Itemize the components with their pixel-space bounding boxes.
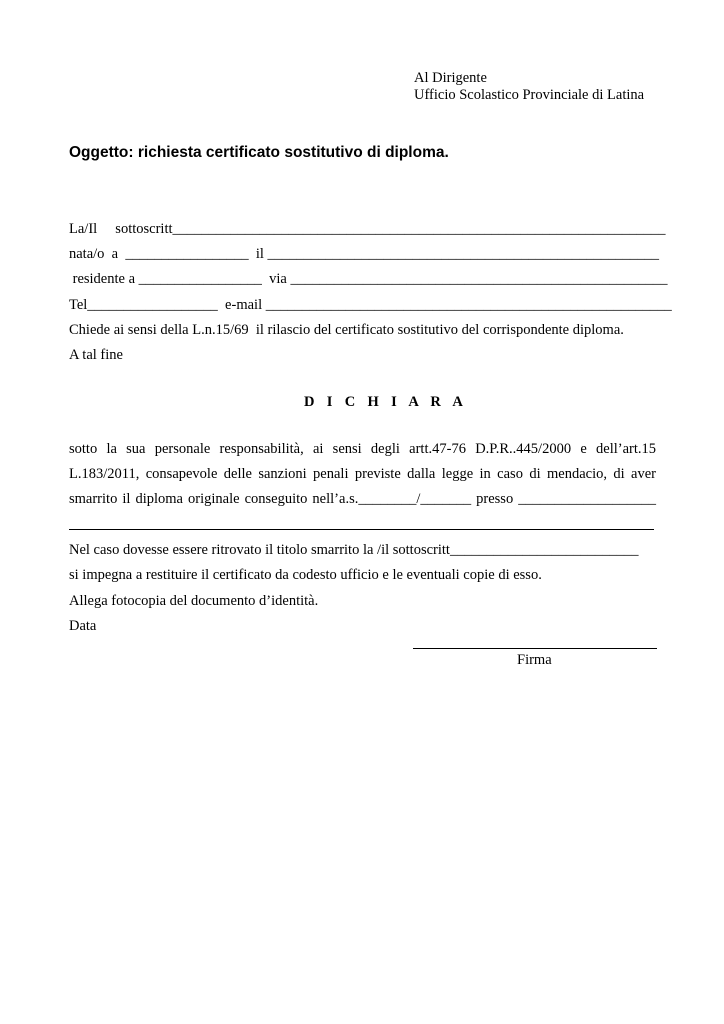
declaration-line-3: smarrito il diploma originale conseguito nell’a.s.________/_______ presso ___________________ xyxy=(69,491,656,507)
request-text: Chiede ai sensi della L.n.15/69 il rilascio del certificato sostitutivo del corrispondente diploma. xyxy=(69,322,624,338)
attachment-text: Allega fotocopia del documento d’identità. xyxy=(69,593,319,609)
declaration-line-2: L.183/2011, consapevole delle sanzioni penali previste dalla legge in caso di mendacio, di aver xyxy=(69,466,656,482)
blank-line-rule xyxy=(69,529,654,530)
field-residence: residente a _________________ via ____________________________________________________ xyxy=(69,271,668,287)
commitment-line-2: si impegna a restituire il certificato da codesto ufficio e le eventuali copie di esso. xyxy=(69,567,542,583)
subject-heading: Oggetto: richiesta certificato sostitutivo di diploma. xyxy=(69,144,449,161)
field-contacts: Tel__________________ e-mail ________________________________________________________ xyxy=(69,297,672,313)
field-birth: nata/o a _________________ il ______________________________________________________ xyxy=(69,246,660,262)
signature-label: Firma xyxy=(517,652,552,668)
recipient-line-1: Al Dirigente xyxy=(414,70,487,86)
purpose-text: A tal fine xyxy=(69,347,123,363)
date-label: Data xyxy=(69,618,97,634)
signature-line xyxy=(413,648,657,649)
declares-heading: D I C H I A R A xyxy=(304,394,468,410)
commitment-line-1: Nel caso dovesse essere ritrovato il titolo smarrito la /il sottoscritt__________________________ xyxy=(69,542,639,558)
declaration-line-1: sotto la sua personale responsabilità, ai sensi degli artt.47-76 D.P.R..445/2000 e dell’art.15 xyxy=(69,441,656,457)
field-name: La/Il sottoscritt____________________________________________________________________ xyxy=(69,221,666,237)
recipient-line-2: Ufficio Scolastico Provinciale di Latina xyxy=(414,87,645,103)
